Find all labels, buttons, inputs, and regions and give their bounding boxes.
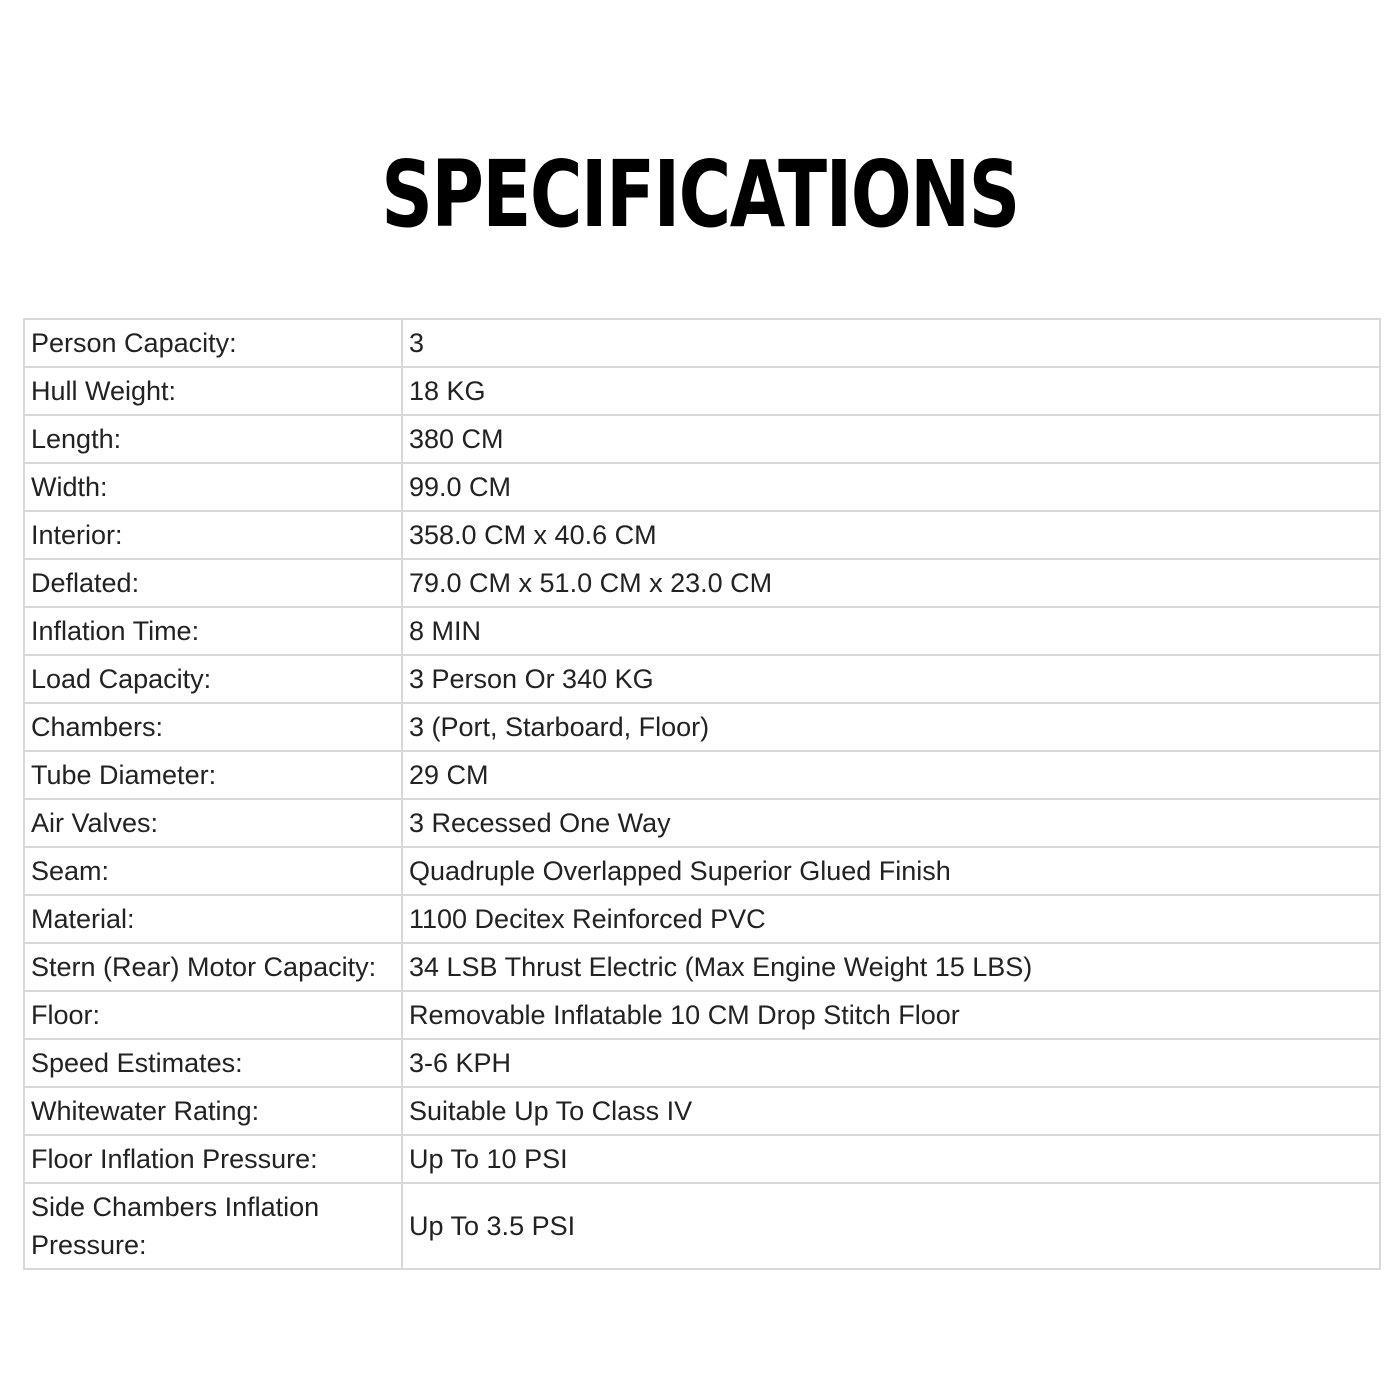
spec-label: Side Chambers Inflation Pressure: bbox=[24, 1183, 402, 1269]
spec-value: 99.0 CM bbox=[402, 463, 1380, 511]
spec-value: 380 CM bbox=[402, 415, 1380, 463]
spec-label: Deflated: bbox=[24, 559, 402, 607]
spec-label: Seam: bbox=[24, 847, 402, 895]
spec-value: 358.0 CM x 40.6 CM bbox=[402, 511, 1380, 559]
table-row bbox=[24, 319, 1380, 367]
spec-label: Width: bbox=[24, 463, 402, 511]
spec-value: 3 (Port, Starboard, Floor) bbox=[402, 703, 1380, 751]
table-row bbox=[24, 511, 1380, 559]
spec-value: Removable Inflatable 10 CM Drop Stitch Floor bbox=[402, 991, 1380, 1039]
table-row bbox=[24, 463, 1380, 511]
spec-value: Up To 10 PSI bbox=[402, 1135, 1380, 1183]
spec-value: 3 bbox=[402, 319, 1380, 367]
table-row bbox=[24, 1039, 1380, 1087]
table-row bbox=[24, 991, 1380, 1039]
spec-label: Person Capacity: bbox=[24, 319, 402, 367]
table-row bbox=[24, 1087, 1380, 1135]
spec-value: 8 MIN bbox=[402, 607, 1380, 655]
spec-label: Floor: bbox=[24, 991, 402, 1039]
spec-label: Material: bbox=[24, 895, 402, 943]
spec-value: 34 LSB Thrust Electric (Max Engine Weight 15 LBS) bbox=[402, 943, 1380, 991]
table-row bbox=[24, 847, 1380, 895]
table-row bbox=[24, 607, 1380, 655]
spec-label: Hull Weight: bbox=[24, 367, 402, 415]
table-row bbox=[24, 1135, 1380, 1183]
spec-value: Up To 3.5 PSI bbox=[402, 1183, 1380, 1269]
table-row bbox=[24, 1183, 1380, 1269]
table-row bbox=[24, 895, 1380, 943]
table-row bbox=[24, 751, 1380, 799]
table-row bbox=[24, 415, 1380, 463]
spec-value: 3-6 KPH bbox=[402, 1039, 1380, 1087]
table-row bbox=[24, 799, 1380, 847]
table-row bbox=[24, 943, 1380, 991]
spec-label: Stern (Rear) Motor Capacity: bbox=[24, 943, 402, 991]
spec-value: 79.0 CM x 51.0 CM x 23.0 CM bbox=[402, 559, 1380, 607]
spec-value: 1100 Decitex Reinforced PVC bbox=[402, 895, 1380, 943]
specifications-table bbox=[23, 318, 1381, 1270]
table-row bbox=[24, 559, 1380, 607]
table-row bbox=[24, 367, 1380, 415]
spec-value: Quadruple Overlapped Superior Glued Finish bbox=[402, 847, 1380, 895]
spec-value: 18 KG bbox=[402, 367, 1380, 415]
spec-label: Air Valves: bbox=[24, 799, 402, 847]
spec-value: Suitable Up To Class IV bbox=[402, 1087, 1380, 1135]
spec-label: Tube Diameter: bbox=[24, 751, 402, 799]
spec-value: 3 Person Or 340 KG bbox=[402, 655, 1380, 703]
spec-label: Speed Estimates: bbox=[24, 1039, 402, 1087]
spec-label: Length: bbox=[24, 415, 402, 463]
spec-value: 3 Recessed One Way bbox=[402, 799, 1380, 847]
spec-label: Chambers: bbox=[24, 703, 402, 751]
spec-label: Load Capacity: bbox=[24, 655, 402, 703]
page-title: SPECIFICATIONS bbox=[381, 141, 1019, 248]
spec-label: Whitewater Rating: bbox=[24, 1087, 402, 1135]
table-row bbox=[24, 703, 1380, 751]
spec-value: 29 CM bbox=[402, 751, 1380, 799]
spec-label: Floor Inflation Pressure: bbox=[24, 1135, 402, 1183]
spec-label: Inflation Time: bbox=[24, 607, 402, 655]
table-row bbox=[24, 655, 1380, 703]
spec-label: Interior: bbox=[24, 511, 402, 559]
